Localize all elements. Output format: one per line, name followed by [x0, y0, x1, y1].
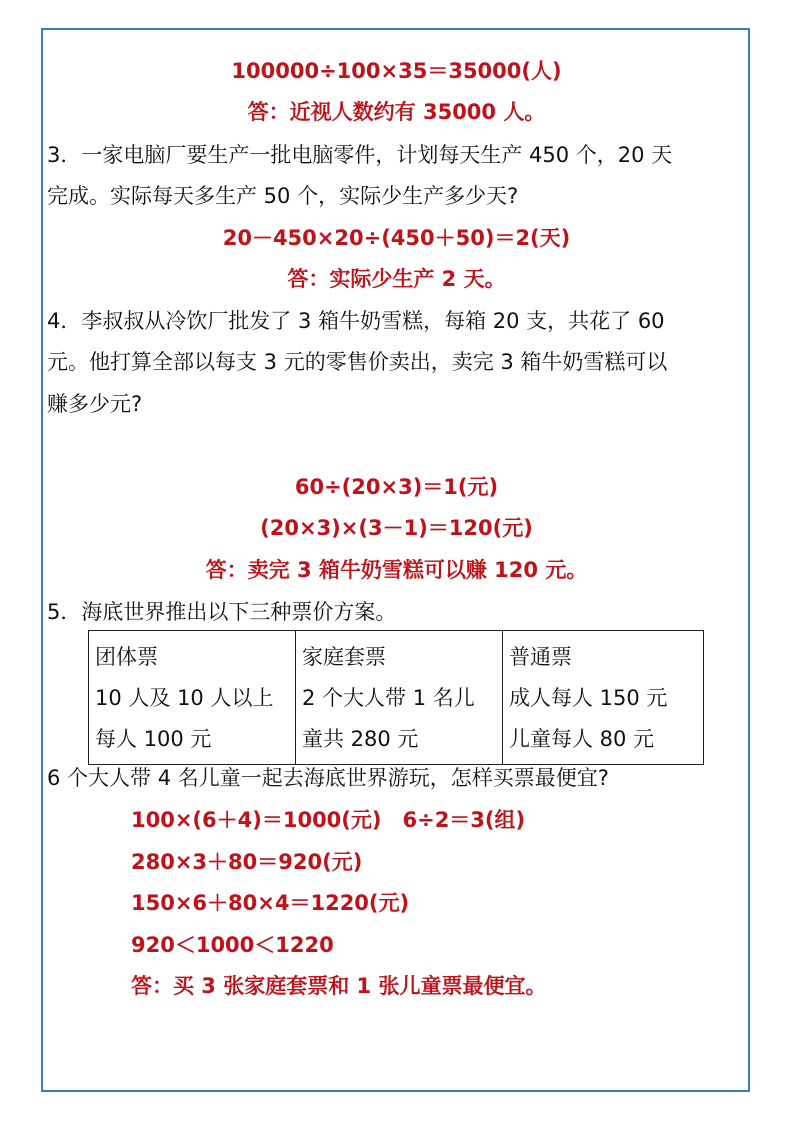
- question-3-line-2: 完成。实际每天多生产 50 个，实际少生产多少天?: [47, 184, 519, 208]
- answer-5-formula-1: 100×(6＋4)＝1000(元) 6÷2＝3(组): [131, 808, 526, 832]
- question-4-line-3: 赚多少元?: [47, 392, 143, 416]
- answer-4-formula-1: 60÷(20×3)＝1(元): [294, 475, 499, 499]
- answer-5-statement: 答：买 3 张家庭套票和 1 张儿童票最便宜。: [131, 974, 547, 998]
- answer-5-comparison: 920＜1000＜1220: [131, 933, 334, 957]
- answer-3-statement: 答：实际少生产 2 天。: [287, 267, 506, 291]
- answer-4-formula-2: (20×3)×(3－1)＝120(元): [260, 516, 533, 540]
- table-cell-regular: 普通票 成人每人 150 元 儿童每人 80 元: [503, 631, 704, 765]
- table-cell-family: 家庭套票 2 个大人带 1 名儿 童共 280 元: [296, 631, 503, 765]
- ticket-price-table: [88, 630, 704, 765]
- answer-4-statement: 答：卖完 3 箱牛奶雪糕可以赚 120 元。: [205, 558, 588, 582]
- answer-3-formula: 20－450×20÷(450＋50)＝2(天): [222, 226, 571, 250]
- question-3-line-1: 3．一家电脑厂要生产一批电脑零件，计划每天生产 450 个，20 天: [47, 143, 673, 167]
- answer-5-formula-2: 280×3＋80＝920(元): [131, 850, 363, 874]
- answer-line: 答：近视人数约有 35000 人。: [247, 100, 546, 124]
- answer-5-formula-3: 150×6＋80×4＝1220(元): [131, 891, 410, 915]
- question-4-line-1: 4．李叔叔从冷饮厂批发了 3 箱牛奶雪糕，每箱 20 支，共花了 60: [47, 309, 665, 333]
- question-4-line-2: 元。他打算全部以每支 3 元的零售价卖出，卖完 3 箱牛奶雪糕可以: [47, 350, 668, 374]
- question-5-intro: 5．海底世界推出以下三种票价方案。: [47, 600, 397, 624]
- answer-line: 100000÷100×35＝35000(人): [231, 59, 562, 83]
- table-cell-group: 团体票 10 人及 10 人以上 每人 100 元: [89, 631, 296, 765]
- question-5-prompt: 6 个大人带 4 名儿童一起去海底世界游玩，怎样买票最便宜?: [47, 766, 609, 790]
